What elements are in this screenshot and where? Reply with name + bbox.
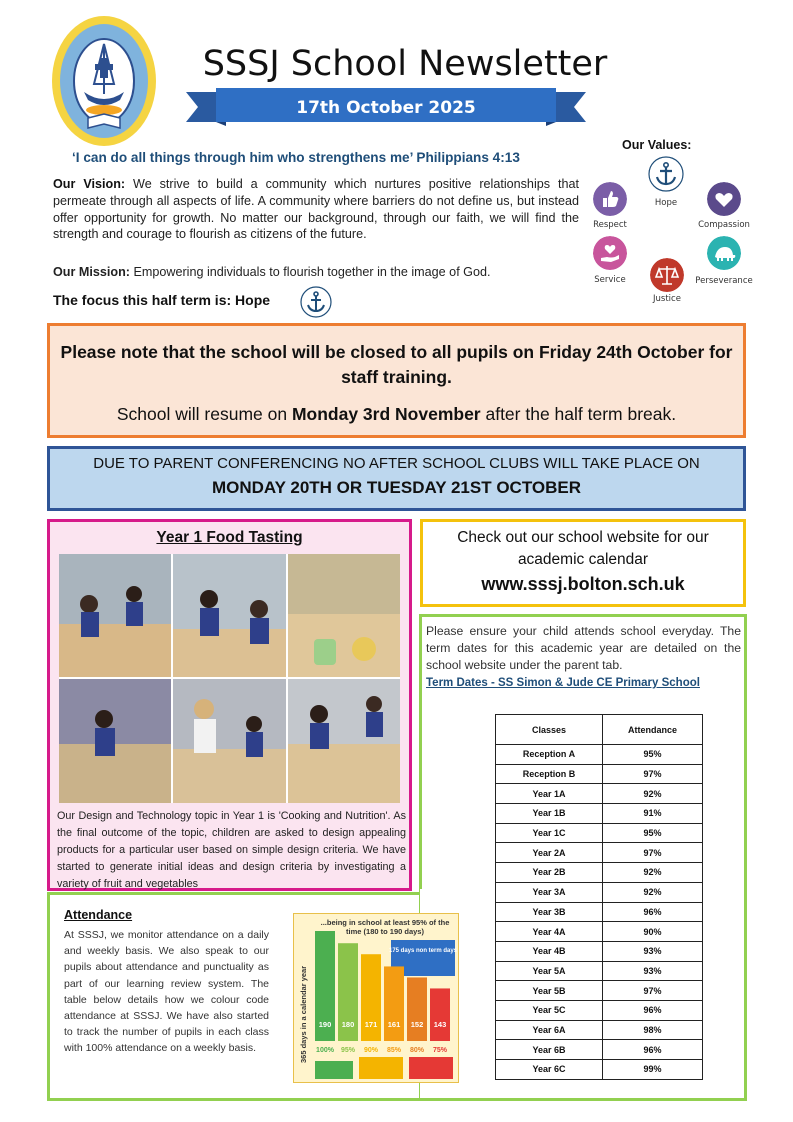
attendance-heading: Attendance [64,908,133,922]
infographic-bar [430,988,450,1041]
foot-poor [359,1057,403,1079]
closure-notice-headline: Please note that the school will be closed to all pupils on Friday 24th October for staff training. [60,342,733,387]
class-name-cell: Year 5A [496,961,603,981]
class-name-cell: Year 5C [496,1000,603,1020]
table-row [496,961,703,981]
table-row [496,823,703,843]
attendance-value-cell: 93% [602,941,702,961]
food-tasting-text: Our Design and Technology topic in Year 1 is 'Cooking and Nutrition'. As the final outcome of the topic, children are asked to design appealing products for a particular user based on simple design criteria. We have started to generate initial ideas and design criteria by investigating a variety of fruit and vegetables [57,810,406,890]
class-name-cell: Reception B [496,764,603,784]
resume-text-pre: School will resume on [116,404,292,424]
infographic-bar-percent: 100% [316,1047,334,1054]
clubs-notice-line1: DUE TO PARENT CONFERENCING NO AFTER SCHOOL CLUBS WILL TAKE PLACE ON [93,455,700,472]
infographic-bar-percent: 95% [340,1047,356,1054]
table-row [496,902,703,922]
header-classes: Classes [496,715,603,745]
attendance-text: At SSSJ, we monitor attendance on a daily and weekly basis. We also speak to our pupils about attendance and punctuality as part of our learning review system. The table below details how we colour code attendance at SSSJ. We have also started to track the number of pupils in each class with 100% attendance on a weekly basis. [64,929,269,1055]
class-name-cell: Year 1B [496,804,603,824]
attendance-value-cell: 96% [602,902,702,922]
class-name-cell: Year 4B [496,941,603,961]
mission-statement [53,265,579,279]
class-name-cell: Year 5B [496,981,603,1001]
table-row [496,804,703,824]
infographic-bar-days: 190 [318,1020,332,1029]
attendance-value-cell: 91% [602,804,702,824]
class-name-cell: Year 6C [496,1060,603,1080]
vision-text: We strive to build a community which nurtures positive relationships that permeate through all aspects of life. A community where barriers do not define us, but instead offer opportunity for growth. No matter our background, through our faith, we will find the strength and courage to flourish as citizens of the future. [53,177,579,242]
mission-text: Empowering individuals to flourish together in the image of God. [129,265,491,279]
class-name-cell: Year 6A [496,1020,603,1040]
infographic-bar-days: 161 [387,1020,401,1029]
value-label-compassion: Compassion [698,220,750,230]
heart-hands-icon [707,182,741,216]
table-row [496,764,703,784]
attendance-value-cell: 99% [602,1060,702,1080]
anchor-icon [648,156,684,192]
attendance-table [495,714,703,1080]
vision-label: Our Vision: [53,177,126,191]
school-logo [50,14,158,148]
newsletter-date: 17th October 2025 [296,98,476,118]
class-name-cell: Year 4A [496,922,603,942]
scales-icon [650,258,684,292]
food-tasting-photo-collage [59,554,400,803]
infographic-bar-percent: 85% [386,1047,402,1054]
foot-good [315,1061,353,1079]
table-row [496,784,703,804]
infographic-side-label: 365 days in a calendar year [299,965,308,1063]
term-dates-text: Please ensure your child attends school everyday. The term dates for this academic year are detailed on the school website under the parent tab. [426,624,741,672]
attendance-value-cell: 97% [602,981,702,1001]
attendance-value-cell: 96% [602,1040,702,1060]
attendance-value-cell: 92% [602,882,702,902]
thumbs-up-icon [593,182,627,216]
attendance-value-cell: 95% [602,745,702,765]
attendance-value-cell: 92% [602,784,702,804]
table-row [496,1000,703,1020]
table-row [496,843,703,863]
newsletter-title: SSSJ School Newsletter [202,44,608,84]
infographic-bar-days: 152 [410,1020,424,1029]
attendance-value-cell: 95% [602,823,702,843]
class-name-cell: Year 6B [496,1040,603,1060]
bible-verse: ‘I can do all things through him who strengthens me’ Philippians 4:13 [72,150,520,165]
attendance-value-cell: 93% [602,961,702,981]
values-title: Our Values: [622,138,692,152]
infographic-bar-percent: 75% [432,1047,448,1054]
infographic-bar-days: 180 [341,1020,355,1029]
focus-statement: The focus this half term is: Hope [53,292,271,308]
resume-text-post: after the half term break. [480,404,677,424]
closure-notice-resume [60,404,733,425]
infographic-bar [384,966,404,1041]
tortoise-icon [707,236,741,270]
value-label-justice: Justice [653,294,681,304]
attendance-value-cell: 92% [602,863,702,883]
clubs-notice-line2: MONDAY 20TH OR TUESDAY 21ST OCTOBER [211,478,582,497]
table-row [496,981,703,1001]
attendance-value-cell: 90% [602,922,702,942]
infographic-title-line2: time (180 to 190 days) [346,927,424,936]
resume-date: Monday 3rd November [291,404,481,424]
infographic-bar [407,977,427,1041]
vision-statement [53,176,579,243]
infographic-bar-percent: 80% [409,1047,425,1054]
class-name-cell: Reception A [496,745,603,765]
class-name-cell: Year 1A [496,784,603,804]
class-name-cell: Year 3A [496,882,603,902]
infographic-bar-days: 171 [364,1020,378,1029]
website-prompt: Check out our school website for our academic calendar [457,529,709,568]
food-tasting-title: Year 1 Food Tasting [156,529,303,546]
table-row [496,745,703,765]
table-row [496,1060,703,1080]
term-dates-link[interactable]: Term Dates - SS Simon & Jude CE Primary School [426,677,700,689]
foot-serious [409,1057,453,1079]
attendance-value-cell: 97% [602,843,702,863]
website-url-link[interactable]: www.sssj.bolton.sch.uk [481,574,685,594]
heart-hand-icon [593,236,627,270]
table-row [496,882,703,902]
class-name-cell: Year 3B [496,902,603,922]
attendance-value-cell: 96% [602,1000,702,1020]
value-label-perseverance: Perseverance [695,276,753,286]
table-row [496,1020,703,1040]
table-row [496,922,703,942]
class-name-cell: Year 1C [496,823,603,843]
class-name-cell: Year 2A [496,843,603,863]
attendance-table-header [496,715,703,745]
table-row [496,863,703,883]
table-row [496,941,703,961]
infographic-title-line1: ...being in school at least 95% of the [320,918,450,927]
value-label-hope: Hope [654,198,678,208]
attendance-value-cell: 97% [602,764,702,784]
attendance-infographic [293,913,459,1083]
value-label-respect: Respect [593,220,627,230]
infographic-bar-percent: 90% [363,1047,379,1054]
attendance-value-cell: 98% [602,1020,702,1040]
infographic-callout-title: 175 days non term days [388,948,458,954]
class-name-cell: Year 2B [496,863,603,883]
table-row [496,1040,703,1060]
anchor-icon [300,286,332,318]
mission-label: Our Mission: [53,265,130,279]
value-label-service: Service [594,275,626,285]
header-attendance: Attendance [602,715,702,745]
infographic-bar-days: 143 [433,1020,447,1029]
